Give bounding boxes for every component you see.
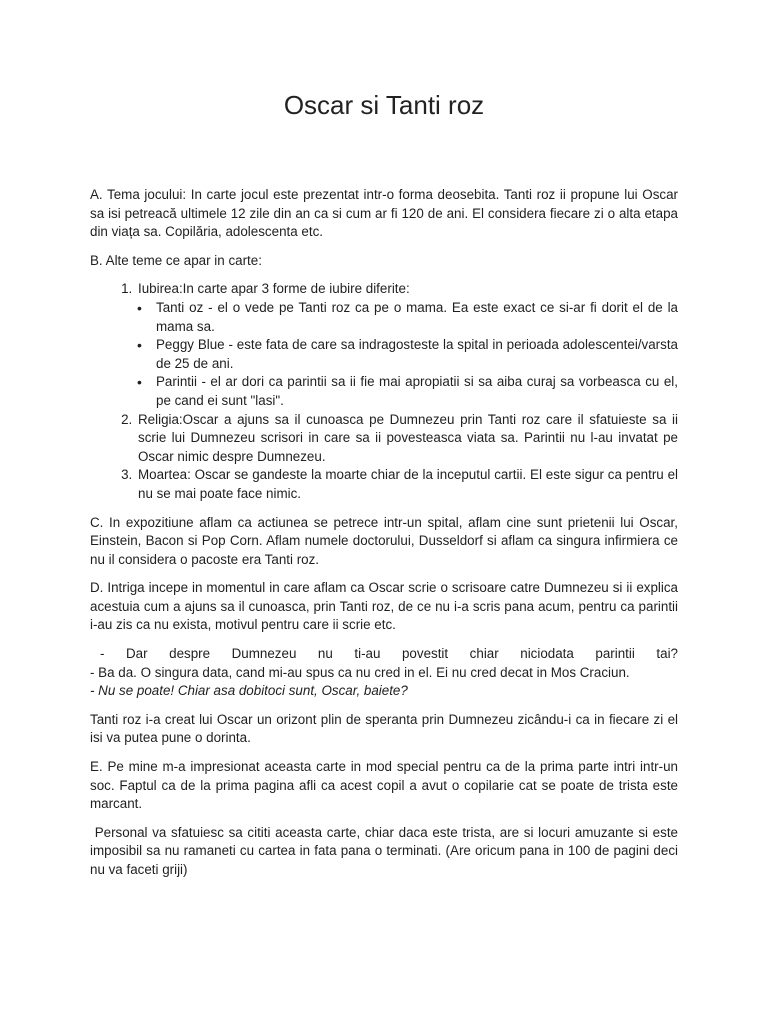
closing-paragraph: Personal va sfatuiesc sa cititi aceasta carte, chiar daca este trista, are si locuri amuzante si este imposibil sa nu ramaneti cu cartea in fata pana o terminati. (Are oricum pana in 100 de pagini deci nu va faceti griji) [90,824,682,877]
dialog-line: - Ba da. O singura data, cand mi-au spus ca nu cred in el. Ei nu cred decat in Mos Craciun. [90,664,630,680]
section-b-heading: B. Alte teme ce apar in carte: [90,252,262,268]
document-title: Oscar si Tanti roz [283,90,485,120]
theme-item-text: Moartea: Oscar se gandeste la moarte chiar de la inceputul cartii. El este sigur ca pentru el nu se mai poate face nimic. [138,467,678,501]
theme-item-text: Religia:Oscar a ajuns sa il cunoasca pe Dumnezeu prin Tanti roz care il sfatuieste sa ii scrie lui Dumnezeu scrisori in care sa ii povesteasca viata sa. Parintii nu l-au invatat pe Oscar nimic despre Dumnezeu. [138,411,678,464]
themes-list [90,280,678,503]
list-item: • Peggy Blue - este fata de care sa indragosteste la spital in perioada adolescentei/varsta de 25 de ani. [156,336,678,373]
dialog-quote [90,645,678,701]
dialog-line: - Nu se poate! Chiar asa dobitoci sunt, Oscar, baiete? [90,683,408,699]
document-body [90,186,682,890]
dialog-line: - Dar despre Dumnezeu nu ti-au povestit chiar niciodata parintii tai? [100,646,678,662]
theme-item-love [136,280,678,410]
section-a-paragraph: A. Tema jocului: In carte jocul este prezentat intr-o forma deosebita. Tanti roz ii propune lui Oscar sa isi petreacă ultimele 12 zile din an ca si cum ar fi 120 de ani. El considera fiecare zi o alta etapa din viața sa. Copilăria, adolescenta etc. [90,187,678,240]
list-item: • Tanti oz - el o vede pe Tanti roz ca pe o mama. Ea este exact ce si-ar fi dorit el de la mama sa. [156,299,678,336]
list-item: • Parintii - el ar dori ca parintii sa ii fie mai apropiatii si sa aiba curaj sa vorbeasca cu el, pe cand ei sunt "lasi". [156,373,678,410]
section-c-paragraph: C. In expozitiune aflam ca actiunea se petrece intr-un spital, aflam cine sunt prietenii lui Oscar, Einstein, Bacon si Pop Corn. Aflam numele doctorului, Dusseldorf si aflam ca singura infirmiera ce nu il considera o pacoste era Tanti roz. [90,514,678,567]
love-forms-list [138,299,678,411]
theme-item-religion [136,411,678,467]
theme-item-death [136,466,678,503]
hope-paragraph: Tanti roz i-a creat lui Oscar un orizont plin de speranta prin Dumnezeu zicându-i ca in fiecare zi el isi va putea pune o dorinta. [90,711,678,746]
section-d-paragraph: D. Intriga incepe in momentul in care aflam ca Oscar scrie o scrisoare catre Dumnezeu si ii explica acestuia cum a ajuns sa il cunoasca, prin Tanti roz, de ce nu i-a scris pana acum, pentru ca parintii i-au zis ca nu exista, motivul pentru care ii scrie etc. [90,580,678,633]
section-e-paragraph: E. Pe mine m-a impresionat aceasta carte in mod special pentru ca de la prima parte intri intr-un soc. Faptul ca de la prima pagina afli ca acest copil a avut o copilarie cat se poate de trista este marcant. [90,759,678,812]
theme-item-text: Iubirea:In carte apar 3 forme de iubire diferite: [138,281,410,297]
